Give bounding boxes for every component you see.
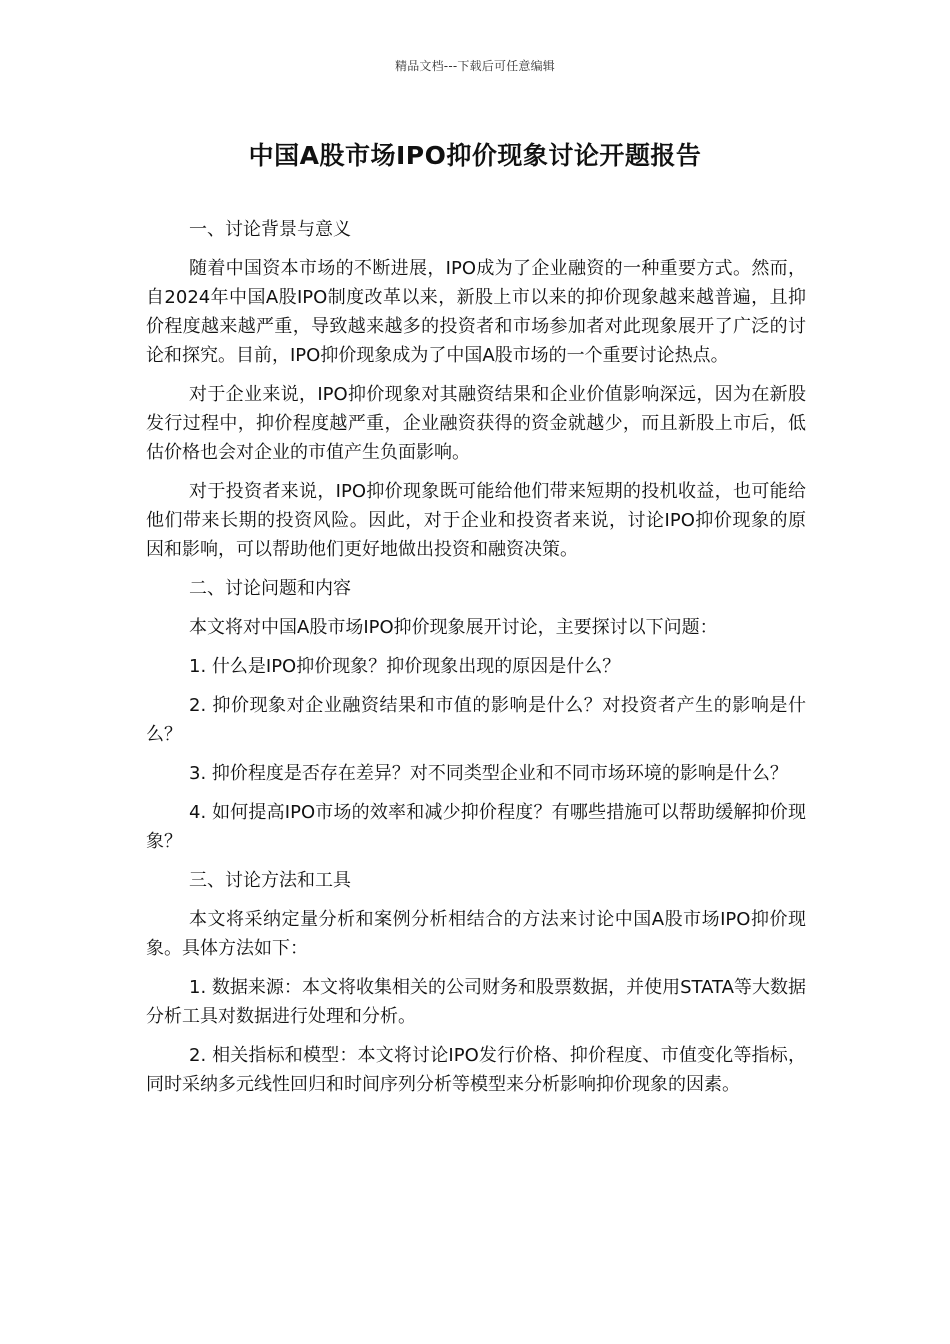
question-item-2: 2. 抑价现象对企业融资结果和市值的影响是什么？对投资者产生的影响是什么？ <box>146 695 806 745</box>
section-heading-background: 一、讨论背景与意义 <box>189 219 351 240</box>
paragraph-background-2: 对于企业来说，IPO抑价现象对其融资结果和企业价值影响深远，因为在新股发行过程中，抑价程度越严重，企业融资获得的资金就越少，而且新股上市后，低估价格也会对企业的市值产生负面影响。 <box>146 384 806 463</box>
paragraph-background-1: 随着中国资本市场的不断进展，IPO成为了企业融资的一种重要方式。然而，自2024年中国A股IPO制度改革以来，新股上市以来的抑价现象越来越普遍，且抑价程度越来越严重，导致越来越多的投资者和市场参加者对此现象展开了广泛的讨论和探究。目前，IPO抑价现象成为了中国A股市场的一个重要讨论热点。 <box>146 258 806 366</box>
method-item-1: 1. 数据来源：本文将收集相关的公司财务和股票数据，并使用STATA等大数据分析工具对数据进行处理和分析。 <box>146 977 806 1027</box>
page-header: 精品文档---下载后可任意编辑 <box>395 59 555 73</box>
document-body <box>146 215 806 1109</box>
paragraph-background-3: 对于投资者来说，IPO抑价现象既可能给他们带来短期的投机收益，也可能给他们带来长期的投资风险。因此，对于企业和投资者来说，讨论IPO抑价现象的原因和影响，可以帮助他们更好地做出投资和融资决策。 <box>146 481 806 560</box>
section-heading-questions: 二、讨论问题和内容 <box>189 578 351 599</box>
question-item-1: 1. 什么是IPO抑价现象？抑价现象出现的原因是什么？ <box>189 656 621 677</box>
question-item-3: 3. 抑价程度是否存在差异？对不同类型企业和不同市场环境的影响是什么？ <box>189 763 788 784</box>
paragraph-methods-intro: 本文将采纳定量分析和案例分析相结合的方法来讨论中国A股市场IPO抑价现象。具体方法如下： <box>146 909 806 959</box>
method-item-2: 2. 相关指标和模型：本文将讨论IPO发行价格、抑价程度、市值变化等指标，同时采纳多元线性回归和时间序列分析等模型来分析影响抑价现象的因素。 <box>146 1045 806 1095</box>
question-item-4: 4. 如何提高IPO市场的效率和减少抑价程度？有哪些措施可以帮助缓解抑价现象？ <box>146 802 806 852</box>
paragraph-questions-intro: 本文将对中国A股市场IPO抑价现象展开讨论，主要探讨以下问题： <box>189 617 718 638</box>
document-title: 中国A股市场IPO抑价现象讨论开题报告 <box>248 141 702 170</box>
section-heading-methods: 三、讨论方法和工具 <box>189 870 351 891</box>
